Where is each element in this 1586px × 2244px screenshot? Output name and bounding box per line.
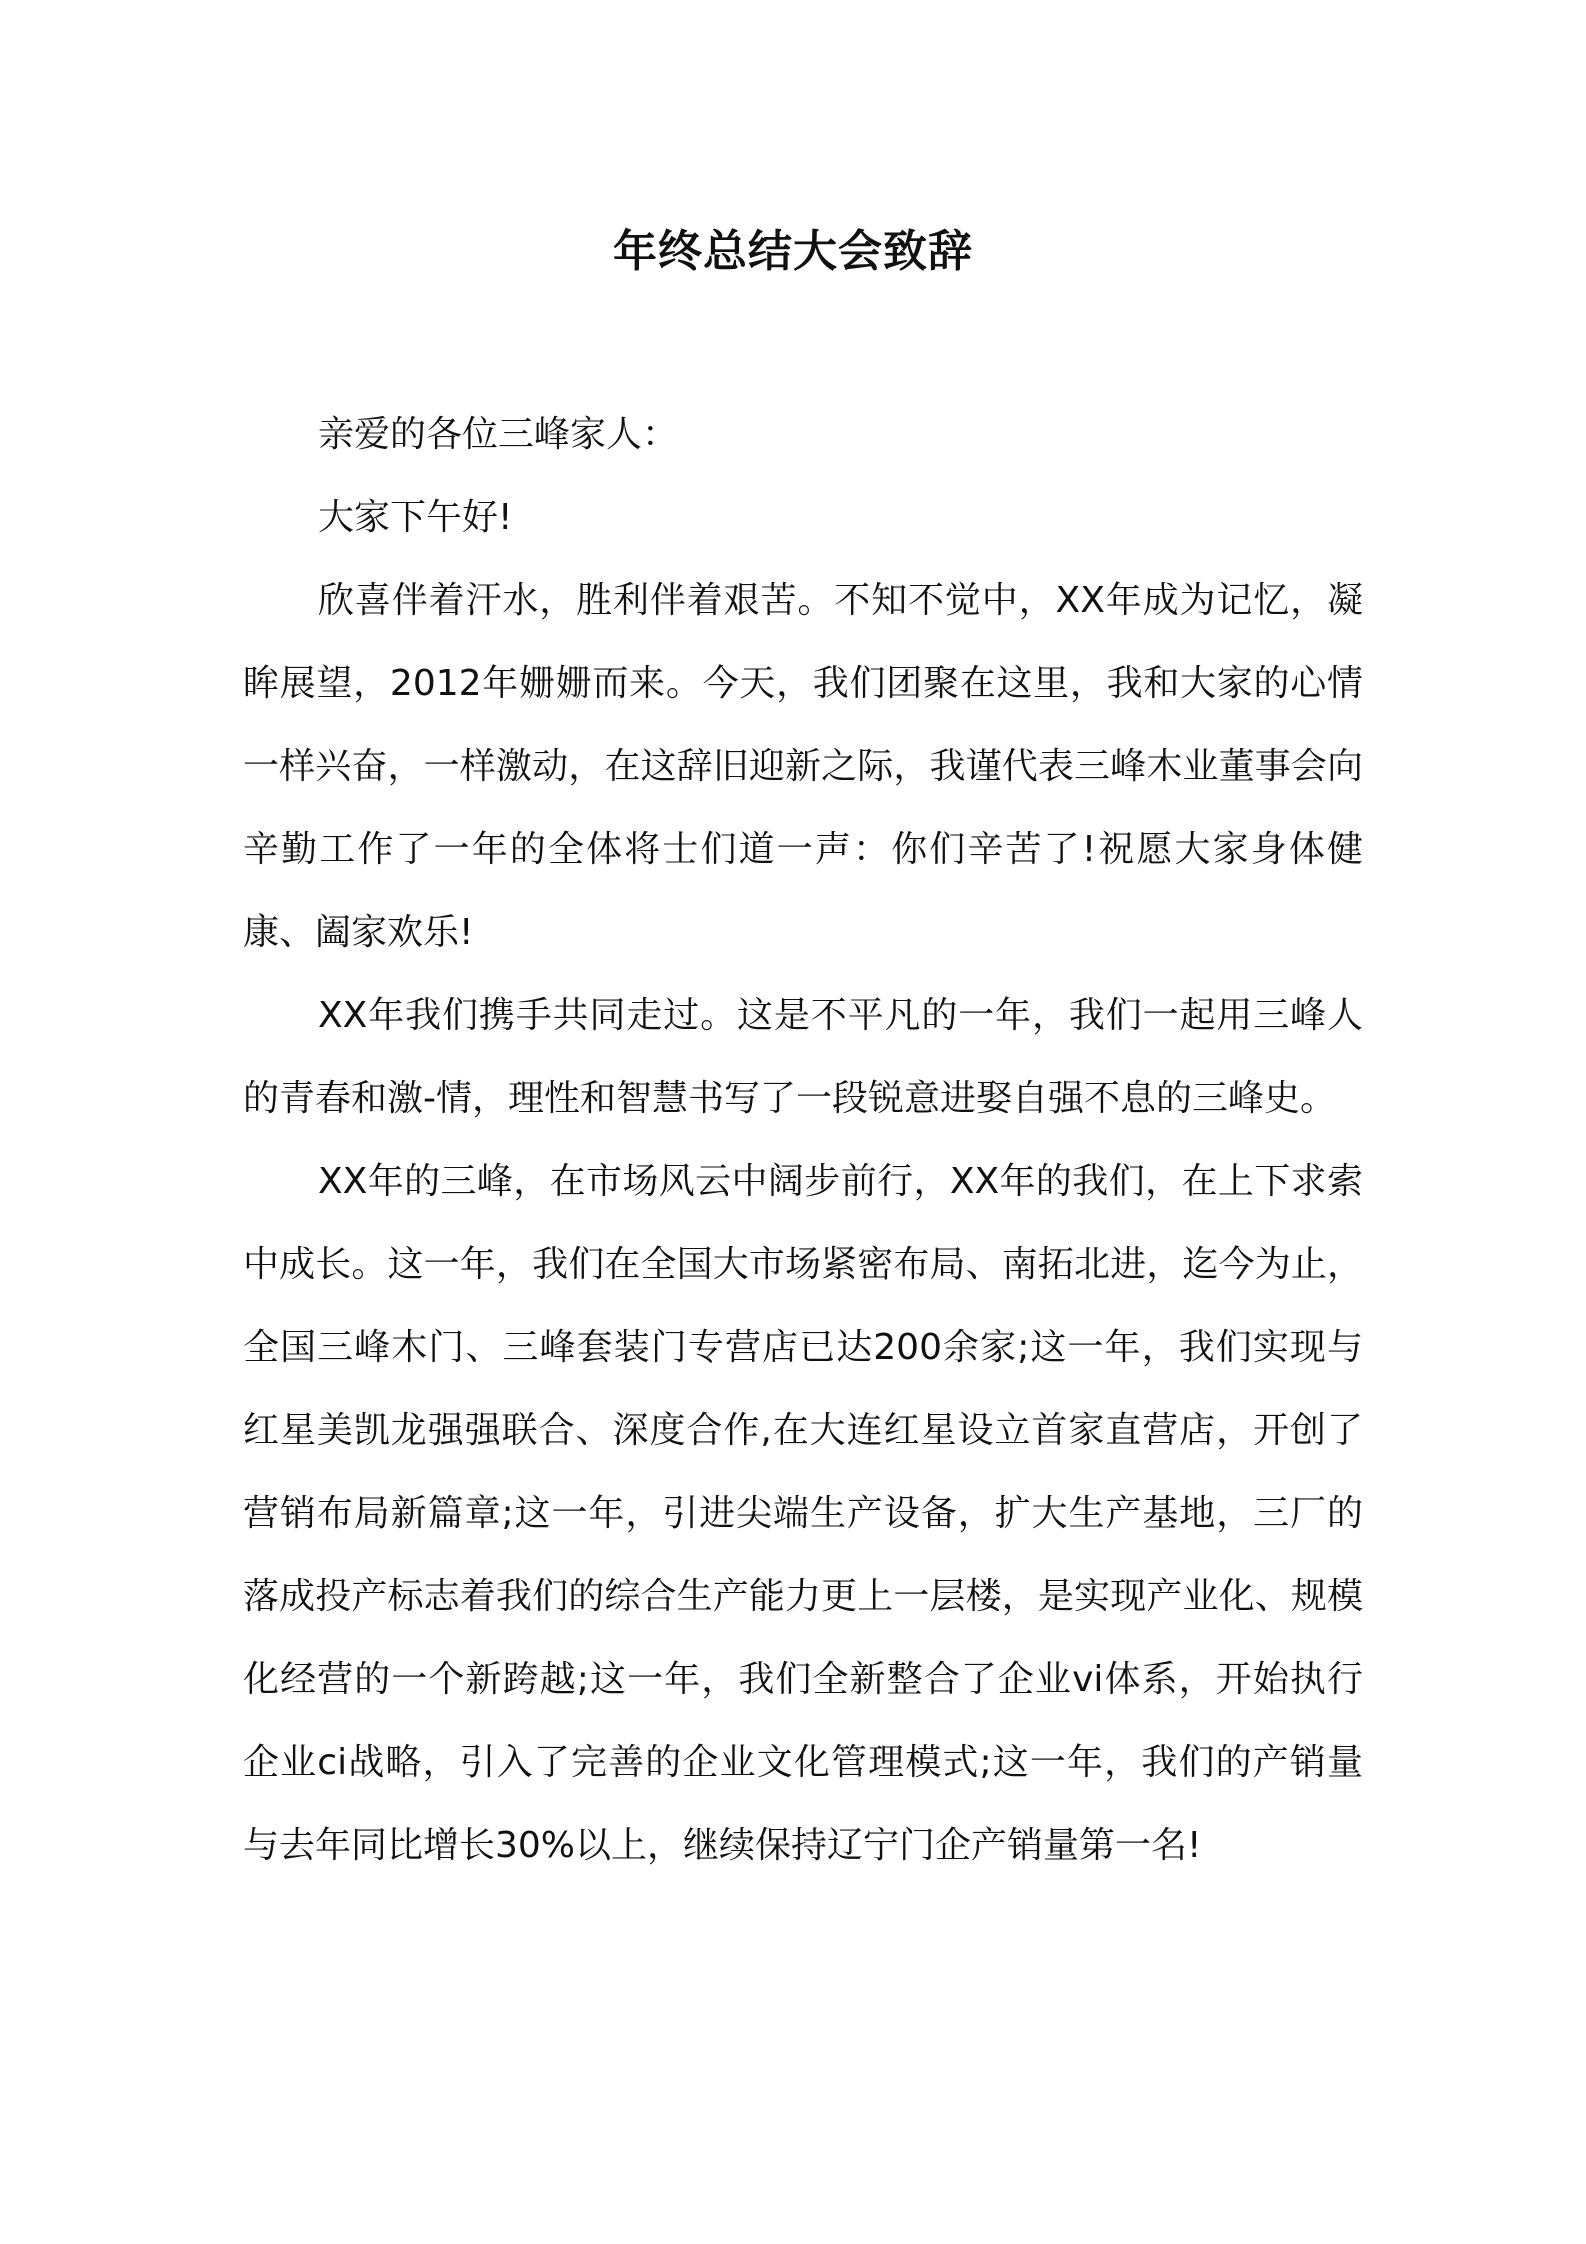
salutation-paragraph: 大家下午好! <box>318 497 513 538</box>
body-paragraph: 欣喜伴着汗水，胜利伴着艰苦。不知不觉中，XX年成为记忆，凝眸展望，2012年姗姗而来。今天，我们团聚在这里，我和大家的心情一样兴奋，一样激动，在这辞旧迎新之际，我谨代表三峰木业董事会向辛勤工作了一年的全体将士们道一声：你们辛苦了!祝愿大家身体健康、阖家欢乐! <box>243 580 1363 953</box>
body-paragraph: XX年的三峰，在市场风云中阔步前行，XX年的我们，在上下求索中成长。这一年，我们在全国大市场紧密布局、南拓北进，迄今为止，全国三峰木门、三峰套装门专营店已达200余家;这一年，我们实现与红星美凯龙强强联合、深度合作,在大连红星设立首家直营店，开创了营销布局新篇章;这一年，引进尖端生产设备，扩大生产基地，三厂的落成投产标志着我们的综合生产能力更上一层楼，是实现产业化、规模化经营的一个新跨越;这一年，我们全新整合了企业vi体系，开始执行企业ci战略，引入了完善的企业文化管理模式;这一年，我们的产销量与去年同比增长30%以上，继续保持辽宁门企产销量第一名! <box>243 1161 1363 1866</box>
greeting-paragraph: 亲爱的各位三峰家人： <box>318 414 679 455</box>
document-body <box>243 393 1363 1887</box>
body-paragraph: XX年我们携手共同走过。这是不平凡的一年，我们一起用三峰人的青春和激-情，理性和智慧书写了一段锐意进娶自强不息的三峰史。 <box>243 995 1363 1119</box>
document-title: 年终总结大会致辞 <box>613 226 973 277</box>
